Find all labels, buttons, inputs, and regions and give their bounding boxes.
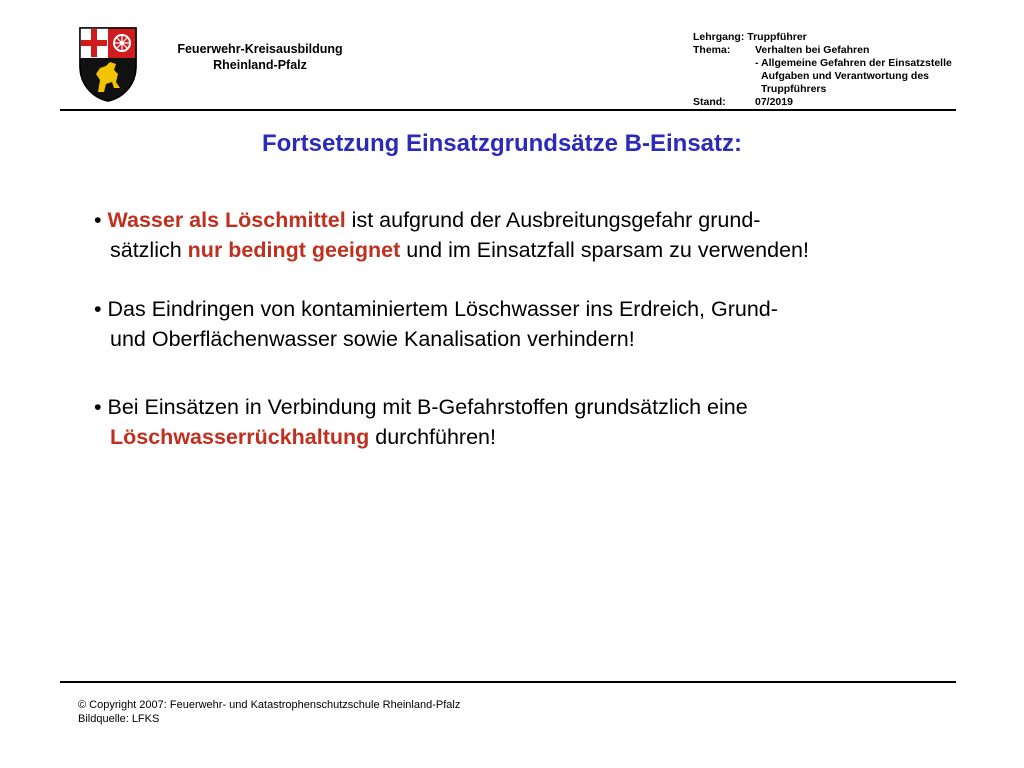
course-meta <box>693 31 993 109</box>
bullet-marker: • <box>94 208 102 232</box>
image-source-text: Bildquelle: LFKS <box>78 713 160 725</box>
highlight-limited: nur bedingt geeignet <box>187 238 401 262</box>
topic-sub-3: Truppführers <box>761 83 827 95</box>
course-label: Lehrgang: Truppführer <box>693 31 807 43</box>
topic-sub-2: Aufgaben und Verantwortung des <box>761 70 930 82</box>
org-line-1: Feuerwehr-Kreisausbildung <box>177 42 343 56</box>
copyright-text: © Copyright 2007: Feuerwehr- und Katastrophenschutzschule Rheinland-Pfalz <box>78 699 461 711</box>
bullet-item-2 <box>94 294 974 354</box>
bullet-item-1 <box>94 205 974 265</box>
bullet-3-text-b: durchführen! <box>369 425 496 449</box>
bullet-1-text-b: sätzlich <box>110 238 188 262</box>
header-divider <box>60 109 956 111</box>
bullet-marker: • <box>94 297 102 321</box>
date-label: Stand: <box>693 96 726 108</box>
bullet-1-text-c: und im Einsatzfall sparsam zu verwenden! <box>400 238 809 262</box>
bullet-item-3 <box>94 392 974 452</box>
bullet-2-text-a: Das Eindringen von kontaminiertem Löschwasser ins Erdreich, Grund- <box>101 297 778 321</box>
bullet-1-text-a: ist aufgrund der Ausbreitungsgefahr grund- <box>345 208 761 232</box>
org-line-2: Rheinland-Pfalz <box>213 58 307 72</box>
topic-value: Verhalten bei Gefahren <box>755 44 870 56</box>
slide-title: Fortsetzung Einsatzgrundsätze B-Einsatz: <box>261 130 743 157</box>
footer <box>78 698 460 726</box>
bullet-3-text-a: Bei Einsätzen in Verbindung mit B-Gefahrstoffen grundsätzlich eine <box>101 395 748 419</box>
organization-name <box>140 41 380 73</box>
highlight-retention: Löschwasserrückhaltung <box>110 425 370 449</box>
footer-divider <box>60 681 956 683</box>
topic-label: Thema: <box>693 44 731 56</box>
bullet-marker: • <box>94 395 102 419</box>
topic-sub-1: - Allgemeine Gefahren der Einsatzstelle <box>755 57 952 69</box>
date-value: 07/2019 <box>755 96 793 108</box>
coat-of-arms-icon <box>78 26 138 102</box>
date-row <box>693 96 993 109</box>
topic-row <box>693 44 993 57</box>
highlight-water: Wasser als Löschmittel <box>107 208 346 232</box>
bullet-2-text-b: und Oberflächenwasser sowie Kanalisation verhindern! <box>110 327 635 351</box>
